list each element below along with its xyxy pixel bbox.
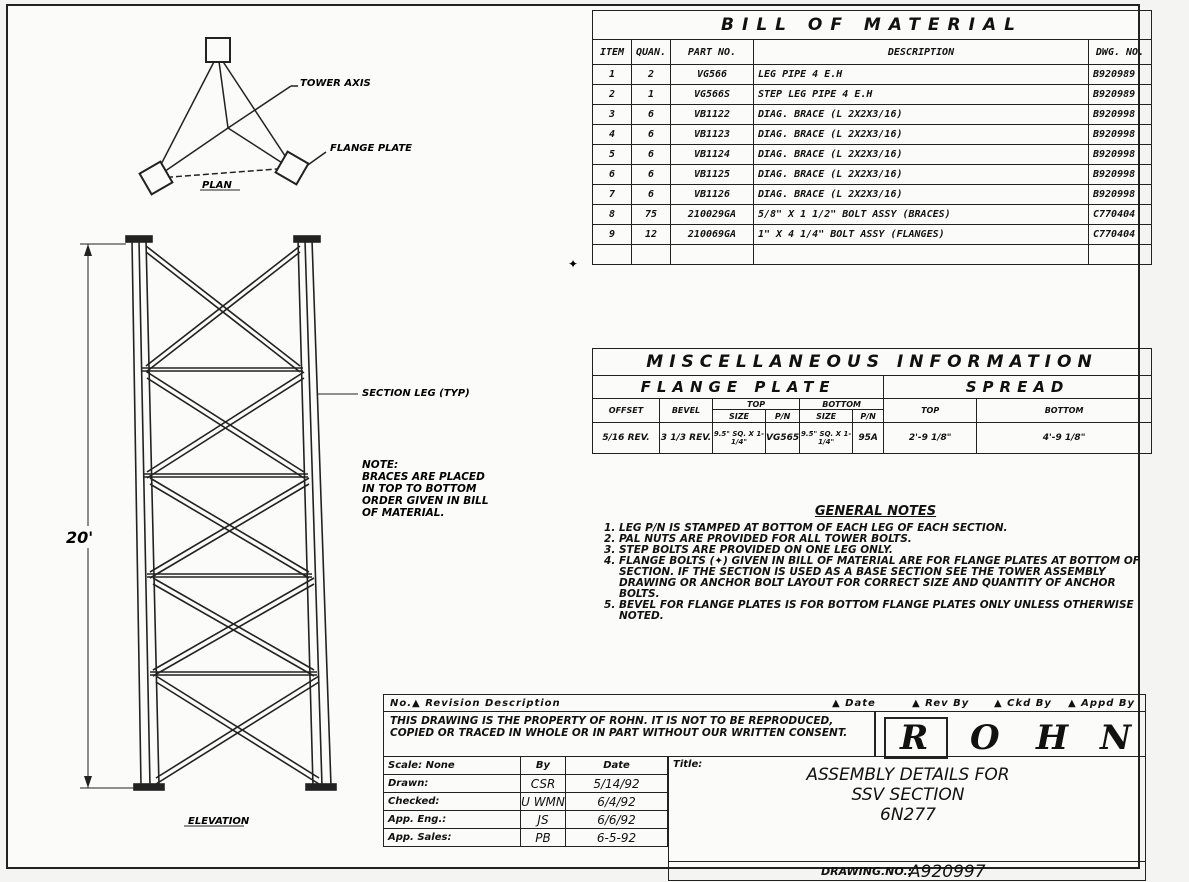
flange-plate-heading: FLANGE PLATE [593,376,884,399]
approval-cell: JS [521,811,566,829]
logo-letter-n: N [1100,718,1132,758]
approval-cell: Drawn: [384,775,521,793]
note-line-4: OF MATERIAL. [362,507,445,519]
bom-col-desc: DESCRIPTION [754,40,1089,65]
bom-cell: B920989 [1089,65,1152,85]
bom-cell: 6 [632,145,671,165]
misc-title: MISCELLANEOUS INFORMATION [593,349,1152,376]
note-title: NOTE: [362,459,399,471]
title-block [383,694,1148,882]
approval-row [384,829,668,847]
note-item: 3. STEP BOLTS ARE PROVIDED ON ONE LEG ONLY. [619,545,1148,556]
title-label: Title: [673,759,703,770]
bom-col-dwg: DWG. NO. [1089,40,1152,65]
bill-of-material [592,10,1152,265]
approval-cell: App. Sales: [384,829,521,847]
bom-cell: 75 [632,205,671,225]
bottom-size-value: 9.5" SQ. X 1-1/4" [800,423,853,454]
note-line-1: BRACES ARE PLACED [362,471,485,483]
bom-cell: VB1124 [671,145,754,165]
elevation-view [80,236,358,826]
bom-col-part: PART NO. [671,40,754,65]
bom-cell: C770404 [1089,225,1152,245]
bevel-value: 3 1/3 REV. [660,423,713,454]
bom-cell: 6 [632,125,671,145]
revision-row [383,694,1146,712]
approval-row [384,775,668,793]
bom-row [593,245,1152,265]
bom-cell: 9 [593,225,632,245]
logo-letter-h: H [1036,718,1069,758]
bom-row [593,185,1152,205]
bom-cell: 1 [632,85,671,105]
flange-bolt-marker: ✦ [568,257,579,271]
bom-row [593,205,1152,225]
date-header: Date [566,757,668,775]
top-pn-value: VG565 [766,423,800,454]
approval-cell: 6/4/92 [566,793,668,811]
plan-view [140,38,326,194]
by-header: By [521,757,566,775]
bom-cell: 5/8" X 1 1/2" BOLT ASSY (BRACES) [754,205,1089,225]
bom-cell: DIAG. BRACE (L 2X2X3/16) [754,165,1089,185]
approval-cell: 6-5-92 [566,829,668,847]
rev-appd-label: ▲ Appd By [1068,698,1136,709]
approval-cell: 6/6/92 [566,811,668,829]
note-line-2: IN TOP TO BOTTOM [362,483,477,495]
bom-cell: DIAG. BRACE (L 2X2X3/16) [754,145,1089,165]
approval-cell: PB [521,829,566,847]
bom-cell [632,245,671,265]
bom-cell: VG566 [671,65,754,85]
bom-row [593,145,1152,165]
bom-cell: 6 [632,165,671,185]
approval-row [384,793,668,811]
bom-row [593,85,1152,105]
misc-table [592,348,1152,454]
bom-cell: 2 [632,65,671,85]
bom-cell: 1" X 4 1/4" BOLT ASSY (FLANGES) [754,225,1089,245]
bom-cell: DIAG. BRACE (L 2X2X3/16) [754,125,1089,145]
title-line-2: SSV SECTION [851,785,965,805]
bom-cell: 210029GA [671,205,754,225]
bom-cell: VB1123 [671,125,754,145]
title-line-1: ASSEMBLY DETAILS FOR [806,765,1010,785]
bom-row [593,125,1152,145]
bom-cell: B920989 [1089,85,1152,105]
bom-cell: 7 [593,185,632,205]
bom-cell: B920998 [1089,125,1152,145]
bom-cell: 12 [632,225,671,245]
bom-cell [754,245,1089,265]
bom-cell: 3 [593,105,632,125]
rohn-logo [875,711,1146,757]
bom-cell: DIAG. BRACE (L 2X2X3/16) [754,185,1089,205]
bom-cell: STEP LEG PIPE 4 E.H [754,85,1089,105]
top-size-heading: SIZE [713,410,766,423]
note-line-3: ORDER GIVEN IN BILL [362,495,489,507]
bom-row [593,105,1152,125]
approval-cell: Checked: [384,793,521,811]
flange-plate-label: FLANGE PLATE [330,143,412,154]
approval-cell: App. Eng.: [384,811,521,829]
bom-cell: 6 [632,185,671,205]
offset-heading: OFFSET [593,399,660,423]
elevation-label: ELEVATION [188,816,250,827]
spread-bottom-heading: BOTTOM [977,399,1152,423]
bom-cell: B920998 [1089,185,1152,205]
top-heading: TOP [713,399,800,410]
bom-header-row [593,40,1152,65]
bevel-heading: BEVEL [660,399,713,423]
bom-cell: 2 [593,85,632,105]
height-dimension: 20' [66,528,94,547]
misc-information [592,348,1152,454]
bom-cell: LEG PIPE 4 E.H [754,65,1089,85]
rev-description-label: No.▲ Revision Description [390,698,561,709]
bottom-size-heading: SIZE [800,410,853,423]
bom-row [593,65,1152,85]
tower-axis-label: TOWER AXIS [300,78,371,89]
bom-cell: VB1122 [671,105,754,125]
section-leg-label: SECTION LEG (TYP) [362,388,470,399]
note-item: 5. BEVEL FOR FLANGE PLATES IS FOR BOTTOM FLANGE PLATES ONLY UNLESS OTHERWISE NOTED. [619,600,1148,622]
bom-cell: 4 [593,125,632,145]
drawing-sheet [6,4,1145,882]
bom-cell: VB1125 [671,165,754,185]
bom-cell: B920998 [1089,165,1152,185]
spread-top-value: 2'-9 1/8" [884,423,977,454]
top-size-value: 9.5" SQ. X 1-1/4" [713,423,766,454]
bottom-pn-value: 95A [853,423,884,454]
note-item: 4. FLANGE BOLTS (✦) GIVEN IN BILL OF MATERIAL ARE FOR FLANGE PLATES AT BOTTOM OF SECTION. IF THE SECTION IS USED AS A BASE SECTION SEE THE TOWER ASSEMBLY DRAWING OR ANCHOR BOLT LAYOUT FOR CORRECT SIZE AND QUANTITY OF ANCHOR BOLTS. [619,556,1148,600]
top-pn-heading: P/N [766,410,800,423]
bottom-pn-heading: P/N [853,410,884,423]
scale-label: Scale: None [384,757,521,775]
spread-heading: SPREAD [884,376,1152,399]
general-notes [603,506,1148,622]
approval-cell: CSR [521,775,566,793]
bom-cell: 210069GA [671,225,754,245]
plan-label: PLAN [202,180,232,191]
rev-ckd-label: ▲ Ckd By [994,698,1052,709]
drawing-no-value: A920997 [909,862,986,882]
spread-top-heading: TOP [884,399,977,423]
bom-cell [671,245,754,265]
note-item: 2. PAL NUTS ARE PROVIDED FOR ALL TOWER BOLTS. [619,534,1148,545]
bom-cell: B920998 [1089,145,1152,165]
bom-cell: C770404 [1089,205,1152,225]
drawing-number-row [668,861,1146,881]
bom-cell: 5 [593,145,632,165]
drawing-no-label: DRAWING.NO.: [821,865,913,878]
general-notes-list [603,523,1148,622]
bom-cell: 6 [632,105,671,125]
bom-cell: 1 [593,65,632,85]
bom-title: BILL OF MATERIAL [592,10,1152,39]
bom-cell: 8 [593,205,632,225]
bom-row [593,165,1152,185]
logo-letter-r: R [900,718,929,758]
title-box [668,756,1146,862]
bom-cell: VG566S [671,85,754,105]
bottom-heading: BOTTOM [800,399,884,410]
property-notice: THIS DRAWING IS THE PROPERTY OF ROHN. IT IS NOT TO BE REPRODUCED, COPIED OR TRACED IN WHOLE OR IN PART WITHOUT OUR WRITTEN CONSENT. [383,711,875,757]
approval-grid [383,756,668,847]
general-notes-title: GENERAL NOTES [814,504,937,519]
bom-cell: VB1126 [671,185,754,205]
bom-row [593,225,1152,245]
approval-row [384,811,668,829]
bom-table [592,39,1152,265]
bom-cell [1089,245,1152,265]
note-item: 1. LEG P/N IS STAMPED AT BOTTOM OF EACH LEG OF EACH SECTION. [619,523,1148,534]
bom-cell: 6 [593,165,632,185]
approval-cell: 5/14/92 [566,775,668,793]
rev-date-label: ▲ Date [832,698,876,709]
bom-cell: B920998 [1089,105,1152,125]
logo-letter-o: O [970,718,1000,758]
rev-by-label: ▲ Rev By [912,698,970,709]
offset-value: 5/16 REV. [593,423,660,454]
bom-col-item: ITEM [593,40,632,65]
bom-cell: DIAG. BRACE (L 2X2X3/16) [754,105,1089,125]
approval-table [383,756,668,847]
approval-cell: U WMN [521,794,565,809]
bom-cell [593,245,632,265]
spread-bottom-value: 4'-9 1/8" [977,423,1152,454]
bom-col-quan: QUAN. [632,40,671,65]
title-line-3: 6N277 [880,805,936,825]
